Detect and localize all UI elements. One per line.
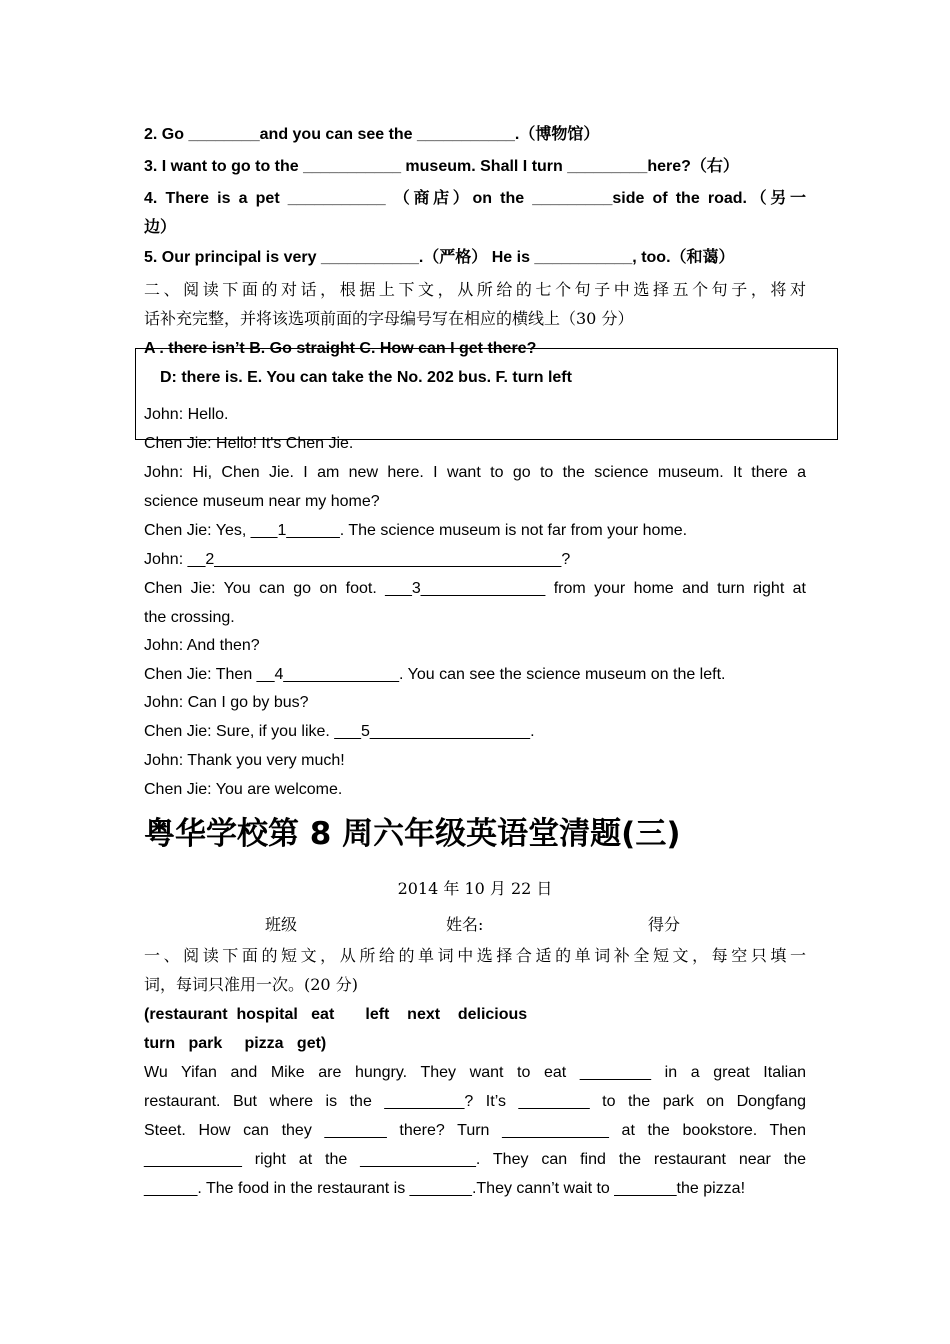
score-label: 得分 xyxy=(648,915,681,934)
question-2: 2. Go ________and you can see the ___________.（博物馆） xyxy=(144,126,600,143)
passage-line: Wu Yifan and Mike are hungry. They want to eat ________ in a great Italian xyxy=(144,1064,806,1081)
question-4-line-2: 边） xyxy=(144,219,177,236)
dialogue-line: John: Hello. xyxy=(144,406,229,423)
passage-line: Steet. How can they _______ there? Turn ____________ at the bookstore. Then xyxy=(144,1122,806,1139)
dialogue-line: John: Thank you very much! xyxy=(144,752,345,769)
question-3: 3. I want to go to the ___________ museum. Shall I turn _________here?（右） xyxy=(144,158,739,175)
dialogue-line: Chen Jie: Hello! It's Chen Jie. xyxy=(144,435,354,452)
dialogue-line: Chen Jie: Yes, ___1______. The science museum is not far from your home. xyxy=(144,522,688,539)
quiz-title: 粤华学校第 8 周六年级英语堂清题(三) xyxy=(144,816,681,852)
quiz-instruction-line-2: 词，每词只准用一次。(20 分) xyxy=(144,975,358,994)
quiz-date: 2014 年 10 月 22 日 xyxy=(397,879,553,898)
dialogue-line: Chen Jie: Then __4_____________. You can see the science museum on the left. xyxy=(144,666,726,683)
dialogue-line: science museum near my home? xyxy=(144,493,380,510)
word-bank-line-1: (restaurant hospital eat left next delicious xyxy=(144,1006,528,1023)
class-label: 班级 xyxy=(265,915,298,934)
dialogue-line: Chen Jie: You can go on foot. ___3______________ from your home and turn right at xyxy=(144,580,806,597)
word-bank-line-2: turn park pizza get) xyxy=(144,1035,327,1052)
dialogue-line: the crossing. xyxy=(144,609,235,626)
quiz-instruction-line-1: 一、阅读下面的短文，从所给的单词中选择合适的单词补全短文，每空只填一 xyxy=(144,946,806,965)
dialogue-line: John: __2_______________________________________? xyxy=(144,551,571,568)
dialogue-line: Chen Jie: Sure, if you like. ___5__________________. xyxy=(144,723,535,740)
name-label: 姓名: xyxy=(446,915,484,934)
options-line-2: D: there is. E. You can take the No. 202 bus. F. turn left xyxy=(160,369,572,386)
passage-line: ___________ right at the _____________. They can find the restaurant near the xyxy=(144,1151,806,1168)
passage-line: ______. The food in the restaurant is _______.They cann’t wait to _______the pizza! xyxy=(144,1180,746,1197)
question-5: 5. Our principal is very ___________.（严格） He is ___________, too.（和蔼） xyxy=(144,249,735,266)
question-4-line-1: 4. There is a pet ___________ （商店）on the _________side of the road.（另一 xyxy=(144,190,806,207)
section2-instruction-line-2: 话补充完整，并将该选项前面的字母编号写在相应的横线上（30 分） xyxy=(144,309,634,328)
dialogue-line: Chen Jie: You are welcome. xyxy=(144,781,343,798)
passage-line: restaurant. But where is the _________? It’s ________ to the park on Dongfang xyxy=(144,1093,806,1110)
dialogue-line: John: Can I go by bus? xyxy=(144,694,309,711)
options-line-1: A . there isn’t B. Go straight C. How can I get there? xyxy=(144,340,537,357)
section2-instruction-line-1: 二、阅读下面的对话，根据上下文，从所给的七个句子中选择五个句子，将对 xyxy=(144,280,806,299)
dialogue-line: John: Hi, Chen Jie. I am new here. I want to go to the science museum. It there a xyxy=(144,464,806,481)
dialogue-line: John: And then? xyxy=(144,637,260,654)
